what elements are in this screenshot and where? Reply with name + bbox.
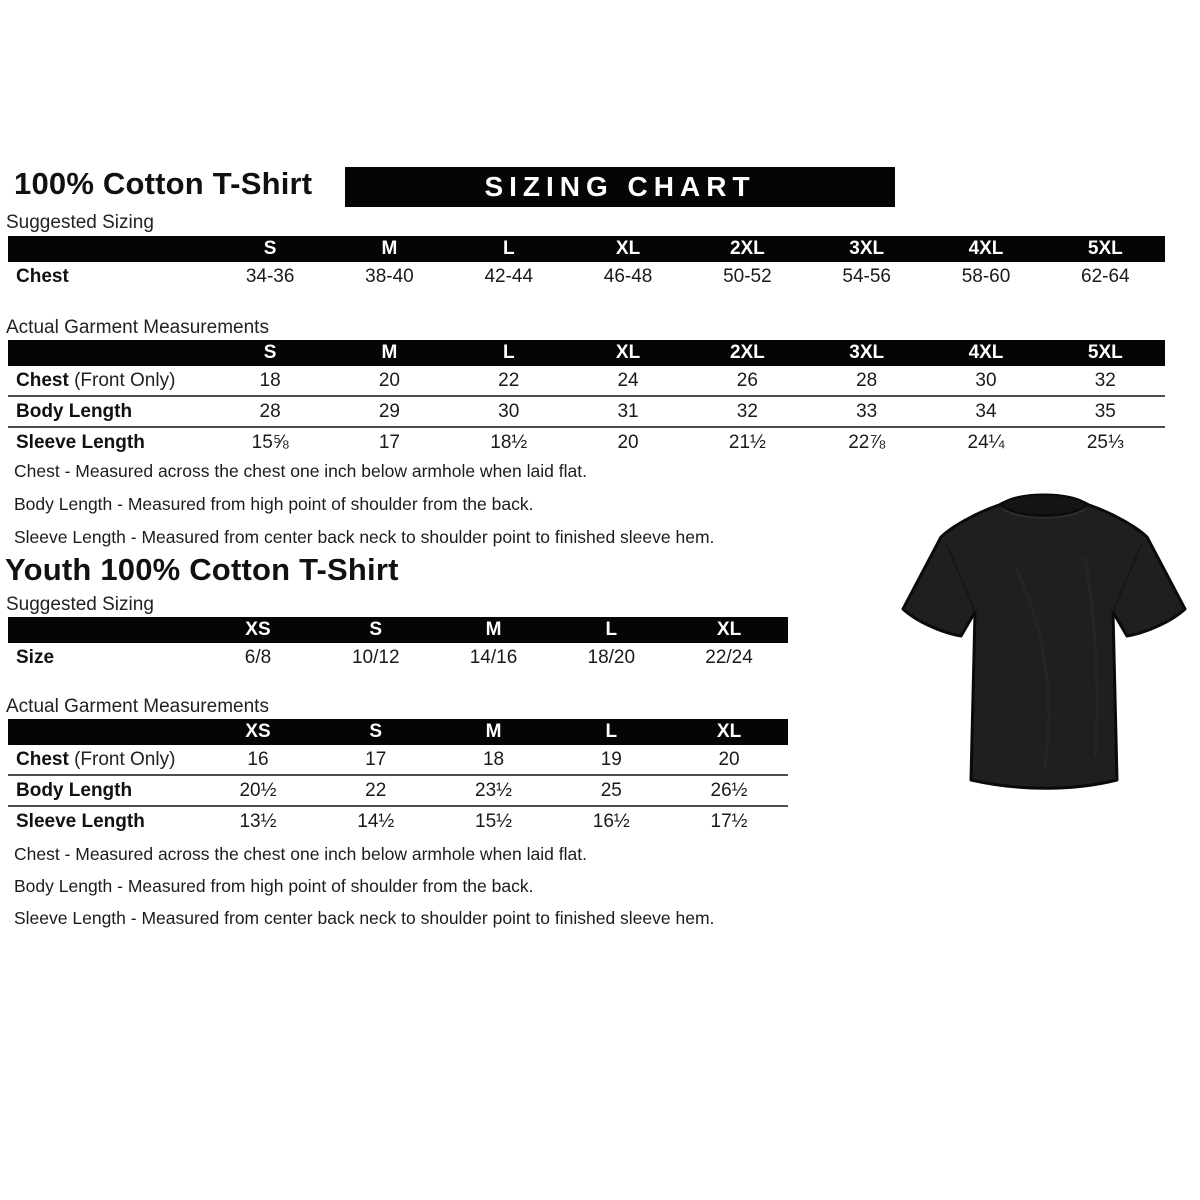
table-cell: 18 <box>482 748 505 770</box>
table-cell: 17 <box>378 431 400 453</box>
measurement-note: Body Length - Measured from high point of shoulder from the back. <box>14 494 534 514</box>
table-row <box>8 366 1165 395</box>
column-header: XL <box>716 619 742 640</box>
column-header: S <box>263 238 277 259</box>
column-header: S <box>369 721 383 742</box>
row-label: Size <box>16 646 55 668</box>
table-row <box>8 643 788 672</box>
table-cell: 26 <box>736 369 758 391</box>
table-cell: 22/24 <box>705 646 753 668</box>
tshirt-graphic <box>895 487 1195 802</box>
table-cell: 34 <box>975 400 997 422</box>
table-cell: 46-48 <box>603 265 653 287</box>
column-header: L <box>605 721 618 742</box>
table-row <box>8 426 1165 457</box>
adult-measurement-notes <box>14 455 714 554</box>
tshirt-body <box>903 497 1185 789</box>
column-header: 5XL <box>1087 342 1123 363</box>
column-header: 4XL <box>968 342 1004 363</box>
table-cell: 33 <box>856 400 878 422</box>
adult-measurements-table <box>8 340 1165 457</box>
adult-actual-label: Actual Garment Measurements <box>6 317 269 338</box>
table-cell: 28 <box>856 369 878 391</box>
table-cell: 22 <box>498 369 520 391</box>
table-cell: 42-44 <box>484 265 534 287</box>
table-cell: 18½ <box>490 431 528 453</box>
table-cell: 29 <box>378 400 400 422</box>
table-cell: 15⅝ <box>251 431 289 453</box>
table-cell: 18 <box>259 369 281 391</box>
table-cell: 35 <box>1094 400 1116 422</box>
row-label-suffix: (Front Only) <box>68 369 176 391</box>
table-cell: 24¼ <box>967 431 1005 453</box>
row-label-suffix: (Front Only) <box>68 748 176 770</box>
table-cell: 22⅞ <box>848 431 886 453</box>
column-header: M <box>381 238 398 259</box>
table-cell: 16 <box>247 748 269 770</box>
column-header: 3XL <box>849 342 885 363</box>
table-row <box>8 745 788 774</box>
table-cell: 14½ <box>357 810 395 832</box>
measurement-note: Chest - Measured across the chest one inch below armhole when laid flat. <box>14 461 587 481</box>
column-header: L <box>502 342 515 363</box>
column-header: 5XL <box>1087 238 1123 259</box>
tshirt-collar <box>1001 495 1087 516</box>
table-cell: 16½ <box>592 810 630 832</box>
column-header: 2XL <box>729 238 765 259</box>
tshirt-image <box>895 487 1195 802</box>
table-cell: 20 <box>718 748 740 770</box>
table-cell: 23½ <box>475 779 512 801</box>
row-label: Body Length <box>16 779 133 801</box>
table-header-row <box>8 340 1165 366</box>
column-header: XL <box>615 342 641 363</box>
column-header: L <box>605 619 618 640</box>
table-cell: 30 <box>498 400 520 422</box>
table-cell: 17 <box>365 748 387 770</box>
table-cell: 13½ <box>239 810 277 832</box>
column-header: M <box>485 619 502 640</box>
table-cell: 26½ <box>710 779 748 801</box>
page-title: 100% Cotton T-Shirt <box>14 166 313 201</box>
table-cell: 14/16 <box>469 646 518 668</box>
table-cell: 22 <box>365 779 387 801</box>
column-header: 3XL <box>849 238 885 259</box>
table-cell: 20½ <box>239 779 277 801</box>
table-cell: 32 <box>736 400 758 422</box>
table-cell: 34-36 <box>245 265 295 287</box>
measurement-note: Chest - Measured across the chest one inch below armhole when laid flat. <box>14 844 587 864</box>
column-header: M <box>485 721 502 742</box>
table-cell: 50-52 <box>723 265 772 287</box>
column-header: XS <box>245 619 271 640</box>
measurement-note: Sleeve Length - Measured from center back neck to shoulder point to finished sleeve hem. <box>14 908 715 928</box>
table-cell: 6/8 <box>244 646 272 668</box>
table-cell: 25⅓ <box>1086 431 1124 453</box>
table-cell: 32 <box>1094 369 1116 391</box>
row-label: Sleeve Length <box>16 431 145 453</box>
table-cell: 21½ <box>728 431 766 453</box>
row-label: Chest <box>16 265 69 287</box>
column-header: XL <box>716 721 742 742</box>
table-cell: 38-40 <box>365 265 414 287</box>
table-cell: 20 <box>378 369 400 391</box>
column-header: S <box>369 619 383 640</box>
table-cell: 28 <box>259 400 281 422</box>
youth-title: Youth 100% Cotton T-Shirt <box>5 552 399 587</box>
table-header-row <box>8 617 788 643</box>
column-header: XS <box>245 721 271 742</box>
youth-measurements-table <box>8 719 788 836</box>
column-header: 2XL <box>729 342 765 363</box>
table-row <box>8 395 1165 426</box>
table-cell: 17½ <box>710 810 748 832</box>
table-cell: 19 <box>600 748 622 770</box>
column-header: XL <box>615 238 641 259</box>
table-cell: 62-64 <box>1081 265 1130 287</box>
table-cell: 54-56 <box>842 265 891 287</box>
row-label: Chest <box>16 748 69 770</box>
column-header: S <box>263 342 277 363</box>
table-header-row <box>8 719 788 745</box>
table-header-row <box>8 236 1165 262</box>
youth-suggested-table <box>8 617 788 672</box>
table-row <box>8 805 788 836</box>
table-row <box>8 774 788 805</box>
youth-suggested-label: Suggested Sizing <box>6 594 154 615</box>
adult-suggested-table <box>8 236 1165 291</box>
row-label: Chest <box>16 369 69 391</box>
column-header: M <box>381 342 398 363</box>
table-cell: 18/20 <box>587 646 636 668</box>
column-header: L <box>502 238 515 259</box>
table-cell: 31 <box>617 400 639 422</box>
sizing-chart-banner <box>345 167 895 207</box>
table-cell: 20 <box>617 431 639 453</box>
measurement-note: Body Length - Measured from high point of shoulder from the back. <box>14 876 534 896</box>
youth-measurement-notes <box>14 838 714 934</box>
column-header: 4XL <box>968 238 1004 259</box>
row-label: Sleeve Length <box>16 810 145 832</box>
table-cell: 15½ <box>475 810 512 832</box>
table-cell: 24 <box>617 369 639 391</box>
table-cell: 10/12 <box>351 646 400 668</box>
youth-actual-label: Actual Garment Measurements <box>6 696 269 717</box>
table-cell: 30 <box>975 369 997 391</box>
adult-suggested-label: Suggested Sizing <box>6 212 154 233</box>
row-label: Body Length <box>16 400 133 422</box>
table-row <box>8 262 1165 291</box>
measurement-note: Sleeve Length - Measured from center back neck to shoulder point to finished sleeve hem. <box>14 527 715 547</box>
table-cell: 58-60 <box>961 265 1011 287</box>
sizing-chart-banner-text: SIZING CHART <box>484 171 756 202</box>
table-cell: 25 <box>600 779 622 801</box>
